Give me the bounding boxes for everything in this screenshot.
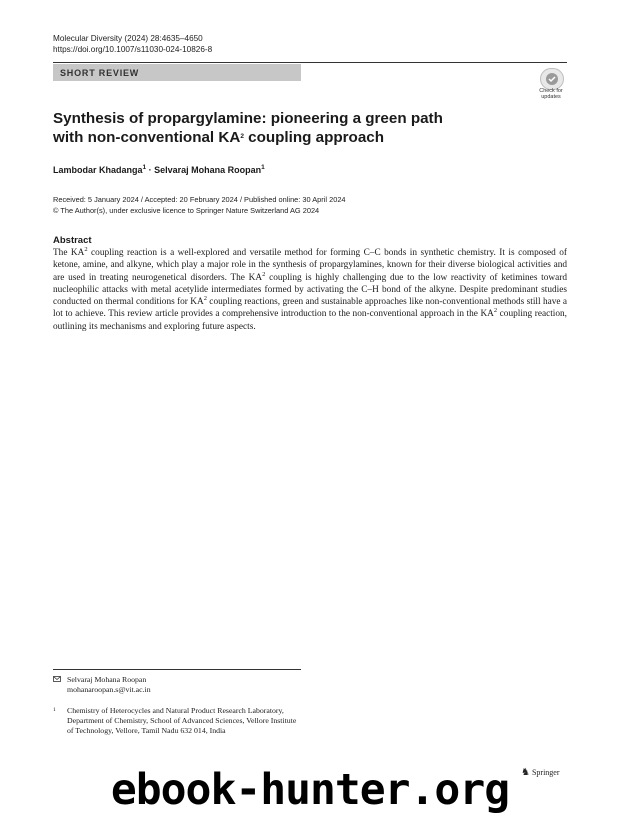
copyright-notice: © The Author(s), under exclusive licence to Springer Nature Switzerland AG 2024: [53, 206, 320, 215]
affiliation-marker: 1: [142, 164, 147, 171]
check-for-updates-button[interactable]: [536, 68, 566, 100]
abstract-text: [53, 247, 567, 333]
abstract-heading: Abstract: [53, 235, 92, 246]
author-list: [53, 165, 265, 175]
title-line-2: [53, 128, 553, 147]
corresponding-author-name: Selvaraj Mohana Roopan: [67, 675, 147, 684]
mail-icon: [53, 676, 61, 682]
abstract-superscript: 2: [262, 270, 266, 278]
publisher-name: Springer: [531, 768, 560, 777]
corresponding-author-email[interactable]: mohanaroopan.s@vit.ac.in: [67, 685, 151, 694]
abstract-segment: coupling reaction is a well-explored and versatile method for forming C–C bonds in synthetic chemistry. It is composed of ketone, amine, and alkyne, which play a major role in the synthesis of propargylamines, known for their diverse biological activities and are used in treating neurogenetical disorders. The KA: [53, 248, 567, 283]
abstract-superscript: 2: [493, 307, 498, 315]
affiliation-text: Chemistry of Heterocycles and Natural Product Research Laboratory, Department of Chemistry, School of Advanced Sciences, Vellore Institute of Technology, Vellore, Tamil Nadu 632 014, India: [67, 706, 297, 735]
abstract-superscript: 2: [203, 295, 207, 303]
title-superscript: 2: [240, 133, 244, 140]
abstract-segment: coupling reactions, green and sustainable approaches like non-conventional methods still have a lot to achieve. This review article provides a comprehensive introduction to the non-conventional approach in the KA: [53, 297, 567, 320]
title-text: coupling approach: [243, 129, 385, 146]
article-title: [53, 109, 553, 147]
journal-header: [53, 33, 212, 55]
abstract-segment: coupling is highly challenging due to the low reactivity of ketimines toward nucleophilic attacks with metal acetylide intermediates formed by activating the C–H bond of the alkyne. Despite predominant studies conducted on thermal conditions for KA: [53, 272, 567, 308]
check-updates-label: Check for updates: [539, 88, 563, 100]
journal-citation: Molecular Diversity (2024) 28:4635–4650: [53, 34, 203, 43]
abstract-segment: The KA: [53, 248, 85, 258]
author-name[interactable]: Selvaraj Mohana Roopan: [154, 165, 262, 175]
abstract-segment: coupling reaction, outlining its mechanisms and exploring future aspects.: [53, 309, 568, 332]
abstract-superscript: 2: [84, 246, 88, 253]
author-separator: ·: [146, 165, 155, 175]
check-updates-icon: [540, 68, 564, 90]
springer-horse-icon: ♞: [521, 767, 530, 778]
watermark: ebook-hunter.org: [110, 765, 510, 815]
header-rule: [53, 62, 567, 63]
title-text: with non-conventional KA: [53, 129, 241, 146]
footnote-rule: [53, 669, 301, 670]
publication-dates: Received: 5 January 2024 / Accepted: 20 February 2024 / Published online: 30 April 2024: [53, 195, 346, 204]
title-line-1: Synthesis of propargylamine: pioneering a green path: [53, 110, 443, 127]
affiliation-number: 1: [53, 707, 56, 713]
doi-link[interactable]: https://doi.org/10.1007/s11030-024-10826-8: [53, 45, 213, 54]
affiliation-marker: 1: [261, 164, 265, 171]
publication-history: [53, 194, 346, 216]
article-type-label: SHORT REVIEW: [60, 68, 140, 78]
author-name[interactable]: Lambodar Khadanga: [53, 165, 143, 175]
